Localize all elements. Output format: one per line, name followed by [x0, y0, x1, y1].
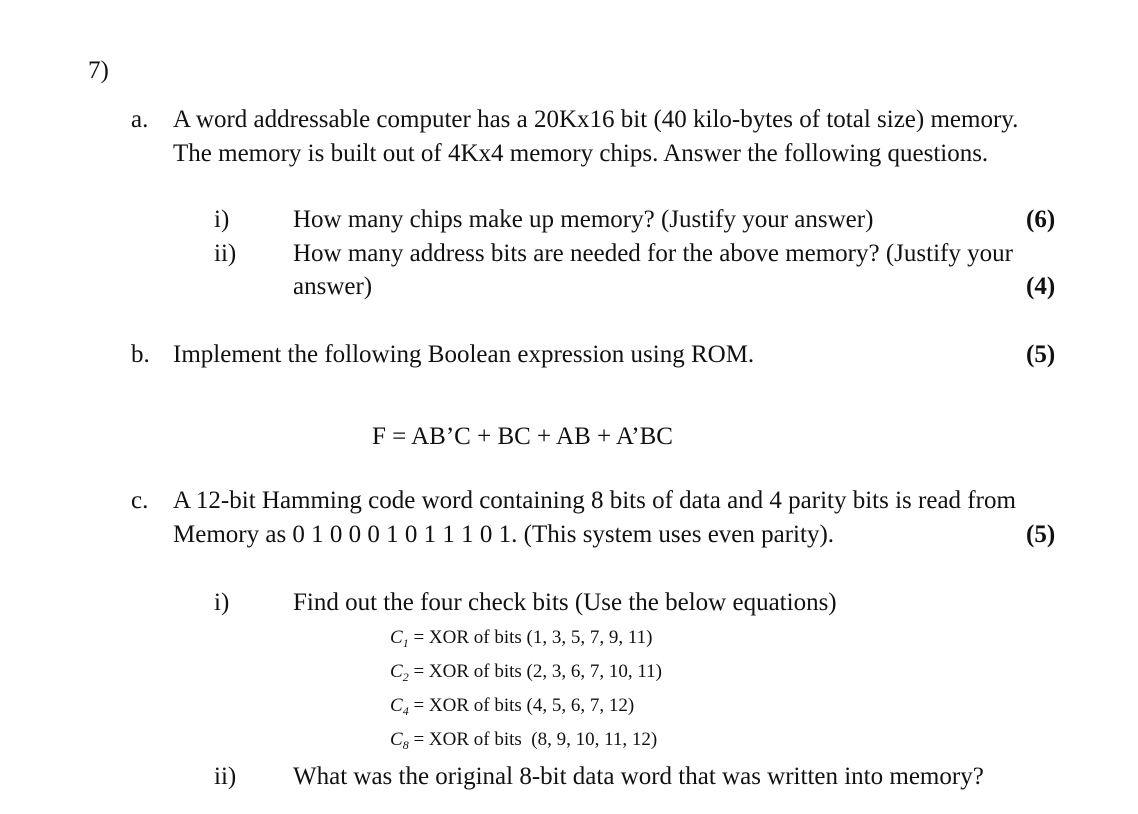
- part-b-marks: (5): [1026, 341, 1056, 368]
- part-c-label: c.: [131, 487, 149, 514]
- part-c-i-label: i): [214, 589, 230, 616]
- part-a-label: a.: [131, 106, 149, 133]
- check-bit-equation: $C_1$ = XOR of bits (1, 3, 5, 7, 9, 11): [390, 627, 653, 650]
- part-a-i-marks: (6): [1026, 206, 1056, 233]
- part-a-i-text: How many chips make up memory? (Justify your answer): [293, 206, 874, 233]
- part-a-i-label: i): [214, 206, 230, 233]
- part-c-i-text: Find out the four check bits (Use the below equations): [293, 589, 837, 616]
- part-c-marks: (5): [1026, 521, 1056, 548]
- part-c-ii-text: What was the original 8-bit data word that was written into memory?: [293, 763, 984, 790]
- part-c-ii-label: ii): [214, 763, 237, 790]
- check-bit-equation: $C_8$ = XOR of bits (8, 9, 10, 11, 12): [390, 729, 658, 752]
- boolean-expression: F = AB’C + BC + AB + A’BC: [372, 423, 673, 450]
- part-a-ii-line-1: How many address bits are needed for the above memory? (Justify your: [293, 240, 1013, 267]
- part-b-label: b.: [131, 341, 150, 368]
- part-a-ii-label: ii): [214, 240, 237, 267]
- part-b-text: Implement the following Boolean expression using ROM.: [173, 341, 755, 368]
- part-a-line-2: The memory is built out of 4Kx4 memory chips. Answer the following questions.: [173, 140, 989, 167]
- check-bit-equation: $C_2$ = XOR of bits (2, 3, 6, 7, 10, 11): [390, 661, 662, 684]
- part-c-line-2: Memory as 0 1 0 0 0 1 0 1 1 1 0 1. (This system uses even parity).: [173, 521, 835, 548]
- question-number: 7): [88, 57, 109, 84]
- part-a-line-1: A word addressable computer has a 20Kx16 bit (40 kilo-bytes of total size) memory.: [173, 106, 1019, 133]
- check-bit-equation: $C_4$ = XOR of bits (4, 5, 6, 7, 12): [390, 695, 635, 718]
- part-c-line-1: A 12-bit Hamming code word containing 8 bits of data and 4 parity bits is read from: [173, 487, 1016, 514]
- part-a-ii-marks: (4): [1026, 273, 1056, 300]
- part-a-ii-line-2: answer): [293, 273, 373, 300]
